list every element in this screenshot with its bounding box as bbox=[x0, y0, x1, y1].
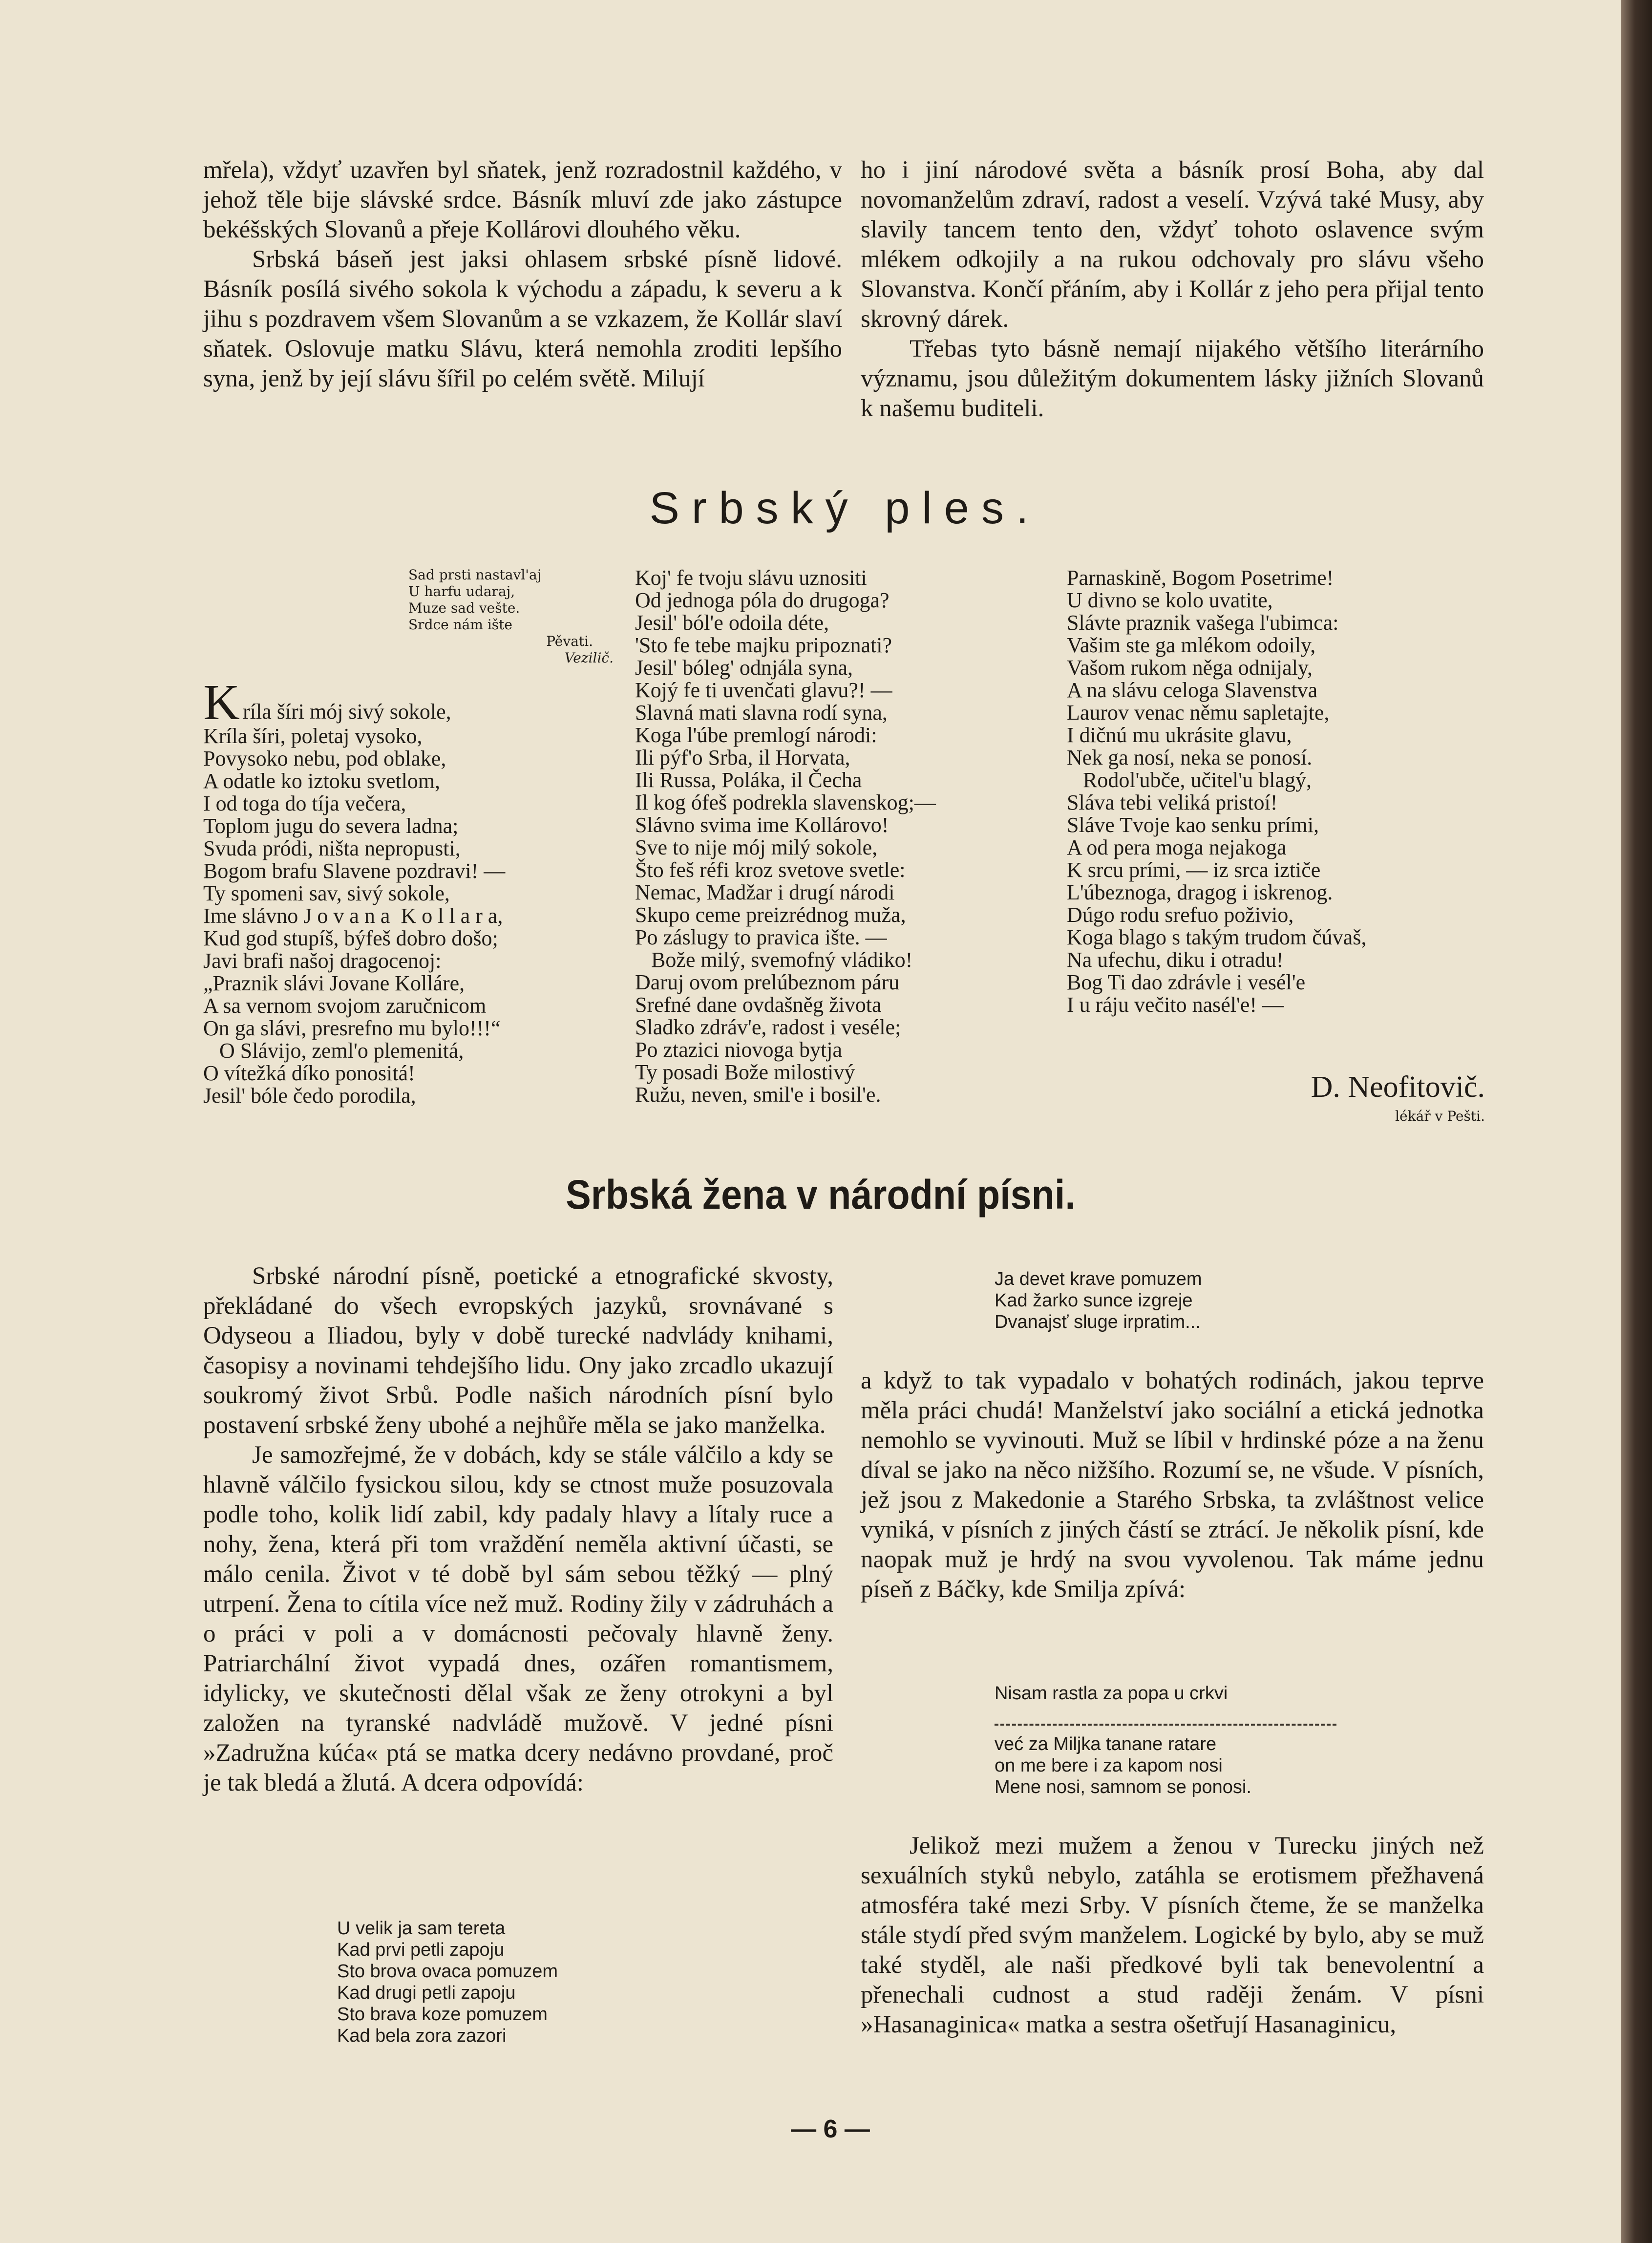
poem-line: Vašom rukom něga odnijaly, bbox=[1067, 656, 1313, 680]
poem-line: A sa vernom svojom zaručnicom bbox=[203, 994, 487, 1018]
poem-line: Sláva tebi veliká pristoí! bbox=[1067, 790, 1278, 814]
verse-line: U velik ja sam tereta bbox=[337, 1918, 506, 1939]
motto-line: Pěvati. bbox=[546, 633, 593, 649]
motto-line: Muze sad vešte. bbox=[408, 600, 520, 616]
poem-line: Toplom jugu do severa ladna; bbox=[203, 814, 459, 838]
poem-line: U divno se kolo uvatite, bbox=[1067, 588, 1273, 612]
verse-line: Nisam rastla za popa u crkvi bbox=[995, 1683, 1228, 1704]
verse-line: Sto brova ovaca pomuzem bbox=[337, 1961, 558, 1982]
poem-line: I od toga do tíja večera, bbox=[203, 791, 406, 815]
verse-line: Kad bela zora zazori bbox=[337, 2026, 507, 2046]
motto-line: Srdce nám ište bbox=[408, 617, 512, 633]
poem-line: Daruj ovom prelúbeznom páru bbox=[635, 970, 900, 994]
poem-line: Dúgo rodu srefuo poživio, bbox=[1067, 903, 1294, 927]
poem-line: Slavná mati slavna rodí syna, bbox=[635, 701, 888, 725]
poem-line: A odatle ko iztoku svetlom, bbox=[203, 769, 441, 793]
top-right-column bbox=[861, 155, 1484, 424]
poem-line: K srcu prími, — iz srca iztiče bbox=[1067, 858, 1321, 882]
poem-line: Kud god stupíš, býfeš dobro došo; bbox=[203, 926, 498, 950]
paragraph: Je samozřejmé, že v dobách, kdy se stále válčilo a kdy se hlavně válčilo fysickou silou, kdy se ctnost muže posuzovala podle toho, kolik lidí zabil, kdy padaly hlavy a lítaly ruce a nohy, žena, která při tom vraždění neměla aktivní účasti, se málo cenila. Život v té době byl sám sebou těžký — plný utrpení. Žena to cítila více než muž. Rodiny žily v zádruhách a o práci v poli a v domácnosti pečovaly hlavně ženy. Patriarchální život vypadá dnes, ozářen romantismem, idylicky, ve skutečnosti dělal však ze ženy otrokyni a byl založen na tyranské nadvládě mužově. V jedné písni »Zadružna kúća« ptá se matka dcery nedávno provdané, proč je tak bledá a žlutá. A dcera odpovídá: bbox=[203, 1441, 833, 1796]
poem-line: Laurov venac němu sapletajte, bbox=[1067, 701, 1330, 725]
verse-line: Sto brava koze pomuzem bbox=[337, 2004, 548, 2025]
poem-line: Sláve Tvoje kao senku prími, bbox=[1067, 813, 1319, 837]
paragraph: Srbské národní písně, poetické a etnografické skvosty, překládané do všech evropských jazyků, srovnávané s Odyseou a Iliadou, byly v době turecké nadvlády knihami, časopisy a novinami tehdejšího lidu. Ony jako zrcadlo ukazují soukromý život Srbů. Podle našich národních písní bylo postavení srbské ženy ubohé a nejhůře měla se jako manželka. bbox=[203, 1262, 833, 1439]
poem-line: Na ufechu, diku i otradu! bbox=[1067, 948, 1284, 972]
poem-line: Koga blago s takým trudom čúvaš, bbox=[1067, 925, 1367, 949]
motto-line: Sad prsti nastavl'aj bbox=[408, 567, 542, 583]
poem-line: Po ztazici niovoga bytja bbox=[635, 1038, 842, 1062]
verse-line: on me bere i za kapom nosi bbox=[995, 1755, 1223, 1776]
verse-line: Dvanajsť sluge irpratim... bbox=[995, 1312, 1201, 1332]
verse-line: Mene nosi, samnom se ponosi. bbox=[995, 1777, 1251, 1797]
poem-line: On ga slávi, presrefno mu bylo!!!“ bbox=[203, 1016, 501, 1040]
motto-author: Vezilič. bbox=[564, 650, 614, 666]
poem-line: Svuda pródi, ništa nepropusti, bbox=[203, 836, 461, 860]
poem-line: Rodol'ubče, učitel'u blagý, bbox=[1067, 768, 1312, 792]
verse-line: Kad drugi petli zapoju bbox=[337, 1983, 516, 2003]
poem-line: O Slávijo, zeml'o plemenitá, bbox=[203, 1039, 464, 1063]
poem-column-3 bbox=[1067, 567, 1497, 1016]
paragraph: Jelikož mezi mužem a ženou v Turecku jiných než sexuálních styků nebylo, zatáhla se erotismem přežhavená atmosféra také mezi Srby. V písních čteme, že se manželka stále stydí před svým manželem. Logické by bylo, aby se muž také styděl, ale naši předkové byli tak benevolentní a přenechali cudnost a stud raději ženám. V písni »Hasanaginica« matka a sestra ošetřují Hasanaginicu, bbox=[861, 1832, 1484, 2038]
verse-omission-divider bbox=[995, 1724, 1336, 1726]
poem-line: Koga l'úbe premlogí národi: bbox=[635, 723, 877, 747]
verse-line: Ja devet krave pomuzem bbox=[995, 1269, 1202, 1289]
poem-line: L'úbeznoga, dragog i iskrenog. bbox=[1067, 880, 1333, 904]
poem-line: Jesil' bóle čedo porodila, bbox=[203, 1084, 416, 1108]
poem-line: Bog Ti dao zdrávle i vesél'e bbox=[1067, 970, 1306, 994]
author-signature: D. Neofitovič. bbox=[1311, 1070, 1485, 1104]
poem-line: 'Sto fe tebe majku pripoznati? bbox=[635, 633, 892, 657]
poem-line: Povysoko nebu, pod oblake, bbox=[203, 747, 446, 770]
poem-line: Sve to nije mój milý sokole, bbox=[635, 835, 878, 859]
poem-title: Srbský ples. bbox=[649, 483, 1041, 533]
drop-cap: K bbox=[203, 674, 240, 730]
poem-line: Ili Russa, Poláka, il Čecha bbox=[635, 768, 862, 792]
poem-line: A na slávu celoga Slavenstva bbox=[1067, 678, 1318, 702]
poem-line: Bogom brafu Slavene pozdravi! — bbox=[203, 859, 506, 883]
poem-line: Ružu, neven, smil'e i bosil'e. bbox=[635, 1083, 881, 1107]
poem-line: Kríla šíri, poletaj vysoko, bbox=[203, 724, 423, 748]
verse-line: već za Miljka tanane ratare bbox=[995, 1734, 1217, 1754]
poem-line: Ty spomeni sav, sivý sokole, bbox=[203, 881, 450, 905]
poem-line: Jesil' bóleg' odnjála syna, bbox=[635, 656, 853, 680]
paragraph: Třebas tyto básně nemají nijakého většího literárního významu, jsou důležitým dokumentem lásky jižních Slovanů k našemu buditeli. bbox=[861, 335, 1484, 422]
poem-line: Nemac, Madžar i drugí národi bbox=[635, 880, 895, 904]
motto-line: U harfu udaraj, bbox=[408, 583, 515, 599]
article-right-column bbox=[861, 1366, 1484, 1604]
poem-line: Slávno svima ime Kollárovo! bbox=[635, 813, 889, 837]
poem-line: Kojý fe ti uvenčati glavu?! — bbox=[635, 678, 892, 702]
poem-line: Javi brafi našoj dragocenoj: bbox=[203, 949, 442, 973]
poem-column-1 bbox=[203, 674, 623, 1108]
poem-line: Ime slávno J o v a n a K o l l a r a, bbox=[203, 904, 503, 928]
folk-song-verse bbox=[337, 1918, 777, 2047]
poem-line: Od jednoga póla do drugoga? bbox=[635, 588, 890, 612]
folk-song-verse bbox=[995, 1733, 1434, 1798]
poem-line: Il kog ófeš podrekla slavenskog;— bbox=[635, 790, 936, 814]
page-number: — 6 — bbox=[791, 2115, 870, 2143]
poem-line: I dičnú mu ukrásite glavu, bbox=[1067, 723, 1292, 747]
folk-song-verse bbox=[995, 1683, 1434, 1704]
poem-line: Po záslugy to pravica ište. — bbox=[635, 925, 887, 949]
poem-line: Jesil' ból'e odoila déte, bbox=[635, 611, 829, 635]
poem-line: Parnaskině, Bogom Posetrime! bbox=[1067, 566, 1334, 590]
poem-line: Nek ga nosí, neka se ponosí. bbox=[1067, 746, 1313, 769]
poem-line: Koj' fe tvoju slávu uznositi bbox=[635, 566, 867, 590]
poem-column-2 bbox=[635, 567, 1065, 1106]
article-title: Srbská žena v národní písni. bbox=[566, 1172, 1076, 1218]
poem-line: Vašim ste ga mlékom odoily, bbox=[1067, 633, 1316, 657]
verse-line: Kad prvi petli zapoju bbox=[337, 1940, 505, 1960]
book-binding-edge bbox=[1621, 0, 1652, 2243]
poem-line: O vítežká díko ponositá! bbox=[203, 1061, 415, 1085]
folk-song-verse bbox=[995, 1268, 1434, 1333]
author-note: lékář v Pešti. bbox=[1395, 1108, 1485, 1124]
top-left-column bbox=[203, 155, 842, 394]
poem-line: Što feš réfi kroz svetove svetle: bbox=[635, 858, 906, 882]
poem-line: A od pera moga nejakoga bbox=[1067, 835, 1287, 859]
poem-line: Ili pýf'o Srba, il Horvata, bbox=[635, 746, 850, 769]
poem-line: „Praznik slávi Jovane Kolláre, bbox=[203, 971, 465, 995]
poem-line: I u ráju večito nasél'e! — bbox=[1067, 993, 1284, 1017]
paragraph: a když to tak vypadalo v bohatých rodinách, jakou teprve měla práci chudá! Manželství jako sociální a etická jednotka nemohlo se vyvinouti. Muž se líbil v hrdinské póze a na ženu díval se jako na něco nižšího. Rozumí se, ne všude. V písních, jež jsou z Makedonie a Starého Srbska, ta zvláštnost velice vyniká, v písních z jiných částí se ztrácí. Je několik písní, kde naopak muž je hrdý na svou vyvolenou. Tak máme jednu píseň z Báčky, kde Smilja zpívá: bbox=[861, 1367, 1484, 1603]
verse-line: Kad žarko sunce izgreje bbox=[995, 1290, 1193, 1311]
poem-motto bbox=[408, 567, 614, 666]
poem-line: Sladko zdráv'e, radost i veséle; bbox=[635, 1015, 901, 1039]
poem-line: Srefné dane ovdašněg života bbox=[635, 993, 882, 1017]
poem-line: Ty posadi Bože milostivý bbox=[635, 1060, 855, 1084]
paragraph: mřela), vždyť uzavřen byl sňatek, jenž rozradostnil každého, v jehož těle bije slávské srdce. Básník mluví zde jako zástupce bekéšských Slovanů a přeje Kollárovi dlouhého věku. bbox=[203, 156, 842, 243]
poem-line: Skupo ceme preizrédnog muža, bbox=[635, 903, 906, 927]
poem-line: Slávte praznik vašega l'ubimca: bbox=[1067, 611, 1339, 635]
poem-line: ríla šíri mój sivý sokole, bbox=[243, 700, 451, 724]
article-left-column bbox=[203, 1261, 833, 1798]
paragraph: ho i jiní národové světa a básník prosí Boha, aby dal novomanželům zdraví, radost a veselí. Vzývá také Musy, aby slavily tancem tento den, vždyť tohoto oslavence svým mlékem odkojily a na rukou odchovaly pro slávu všeho Slovanstva. Končí přáním, aby i Kollár z jeho pera přijal tento skrovný dárek. bbox=[861, 156, 1484, 333]
poem-line: Bože milý, svemofný vládiko! bbox=[635, 948, 913, 972]
paragraph: Srbská báseň jest jaksi ohlasem srbské písně lidové. Básník posílá sivého sokola k východu a západu, k severu a k jihu s pozdravem všem Slovanům a se vzkazem, že Kollár slaví sňatek. Oslovuje matku Slávu, která nemohla zroditi lepšího syna, jenž by její slávu šířil po celém světě. Milují bbox=[203, 246, 842, 392]
article-right-column-cont bbox=[861, 1831, 1484, 2040]
